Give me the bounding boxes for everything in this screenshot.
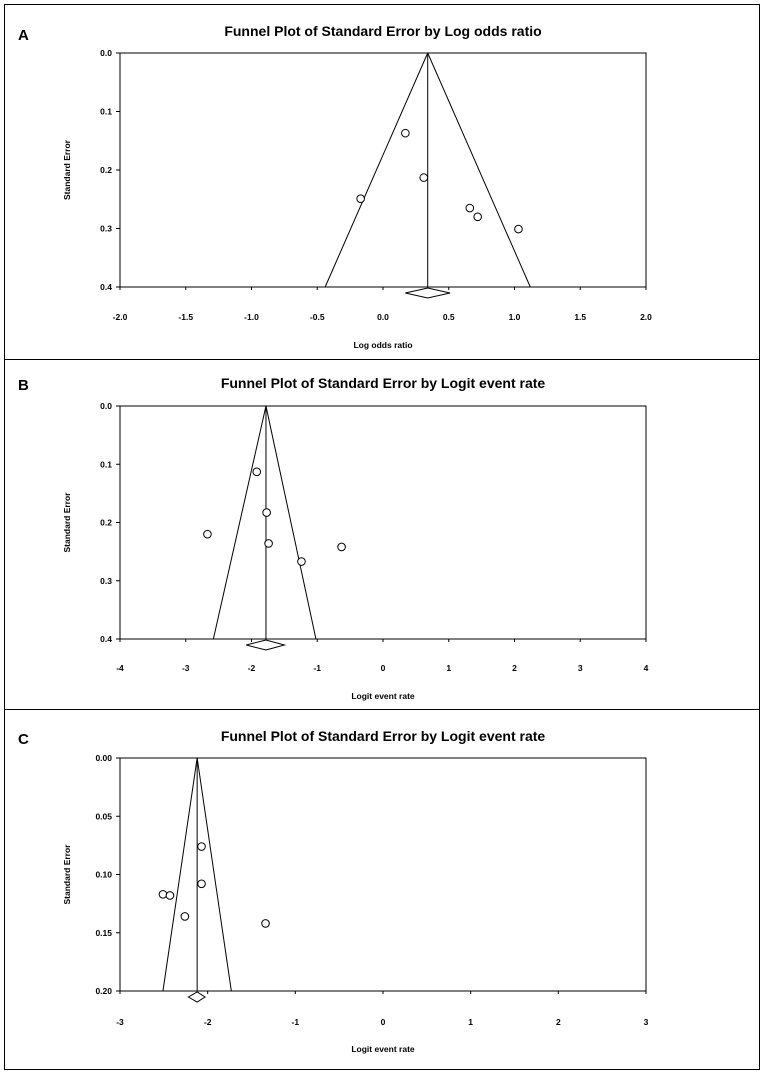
plot-area-frame <box>120 53 646 287</box>
x-tick-label: 1.5 <box>574 312 587 322</box>
panel-label: A <box>18 27 29 44</box>
panel-label: B <box>18 377 29 394</box>
study-point <box>466 204 474 212</box>
funnel-right-line <box>197 758 231 991</box>
y-tick-label: 0.10 <box>95 869 112 880</box>
y-tick-label: 0.00 <box>95 753 112 763</box>
chart-title: Funnel Plot of Standard Error by Logit event rate <box>220 728 546 744</box>
panel-label: C <box>18 731 29 748</box>
study-point <box>420 174 428 182</box>
study-point <box>198 843 206 851</box>
y-tick-label: 0.2 <box>100 517 112 528</box>
x-tick-label: -1 <box>291 1017 300 1027</box>
funnel-right-line <box>428 53 531 287</box>
x-tick-label: 4 <box>643 663 649 673</box>
chart-title: Funnel Plot of Standard Error by Logit event rate <box>220 375 546 391</box>
x-tick-label: 2 <box>555 1017 561 1027</box>
y-axis-label: Standard Error <box>62 844 72 905</box>
study-point <box>474 213 482 221</box>
x-tick-label: -3 <box>116 1017 124 1027</box>
y-axis-label: Standard Error <box>62 492 72 553</box>
x-tick-label: -2 <box>247 663 256 673</box>
chart-panel-c <box>62 728 649 1054</box>
y-tick-label: 0.1 <box>100 106 112 117</box>
y-tick-label: 0.2 <box>100 165 112 175</box>
study-point <box>357 195 365 203</box>
x-tick-label: -1.5 <box>178 312 194 322</box>
x-axis-label: Logit event rate <box>351 1044 415 1054</box>
y-tick-label: 0.05 <box>95 811 112 822</box>
x-tick-label: -0.5 <box>309 312 325 322</box>
y-tick-label: 0.0 <box>100 48 112 58</box>
study-point <box>204 530 212 538</box>
pooled-effect-diamond <box>405 288 450 298</box>
x-tick-label: -3 <box>181 663 190 673</box>
y-tick-label: 0.3 <box>100 223 112 234</box>
x-tick-label: -1 <box>313 663 322 673</box>
funnel-left-line <box>213 406 266 639</box>
x-tick-label: -1.0 <box>244 312 259 322</box>
chart-panel-a <box>62 23 652 350</box>
study-point <box>166 892 174 900</box>
x-tick-label: 3 <box>643 1017 649 1027</box>
study-point <box>159 891 167 899</box>
plot-area-frame <box>120 406 646 639</box>
study-point <box>181 913 189 921</box>
y-tick-label: 0.3 <box>100 575 112 586</box>
study-point <box>515 225 523 233</box>
study-point <box>265 540 273 548</box>
study-point <box>198 880 206 888</box>
study-point <box>338 543 346 551</box>
study-point <box>298 558 306 566</box>
funnel-right-line <box>266 406 316 639</box>
x-tick-label: -4 <box>116 663 124 673</box>
x-tick-label: 0.5 <box>442 312 455 322</box>
chart-title: Funnel Plot of Standard Error by Log odds ratio <box>224 23 542 39</box>
study-point <box>262 920 270 928</box>
x-tick-label: 0.0 <box>377 312 389 322</box>
chart-panel-b <box>62 375 649 701</box>
funnel-left-line <box>325 53 428 287</box>
study-point <box>253 468 261 476</box>
x-tick-label: 1 <box>468 1017 474 1027</box>
x-tick-label: 1 <box>446 663 452 673</box>
x-axis-label: Log odds ratio <box>353 340 413 350</box>
x-tick-label: 0 <box>380 663 386 673</box>
x-axis-label: Logit event rate <box>351 691 415 701</box>
x-tick-label: 3 <box>577 663 583 673</box>
y-tick-label: 0.4 <box>100 634 112 644</box>
y-tick-label: 0.15 <box>95 927 112 938</box>
x-tick-label: 0 <box>380 1017 386 1027</box>
funnel-left-line <box>163 758 197 991</box>
y-axis-label: Standard Error <box>62 140 72 200</box>
y-tick-label: 0.4 <box>100 282 112 292</box>
x-tick-label: -2 <box>203 1017 212 1027</box>
pooled-effect-diamond <box>188 992 205 1002</box>
x-tick-label: 2 <box>512 663 517 673</box>
y-tick-label: 0.20 <box>95 986 112 996</box>
y-tick-label: 0.1 <box>100 459 112 470</box>
x-tick-label: 2.0 <box>640 312 652 322</box>
y-tick-label: 0.0 <box>100 401 112 411</box>
plot-area-frame <box>120 758 646 991</box>
x-tick-label: -2.0 <box>112 312 128 322</box>
x-tick-label: 1.0 <box>508 312 521 322</box>
study-point <box>402 129 410 137</box>
study-point <box>263 509 271 517</box>
